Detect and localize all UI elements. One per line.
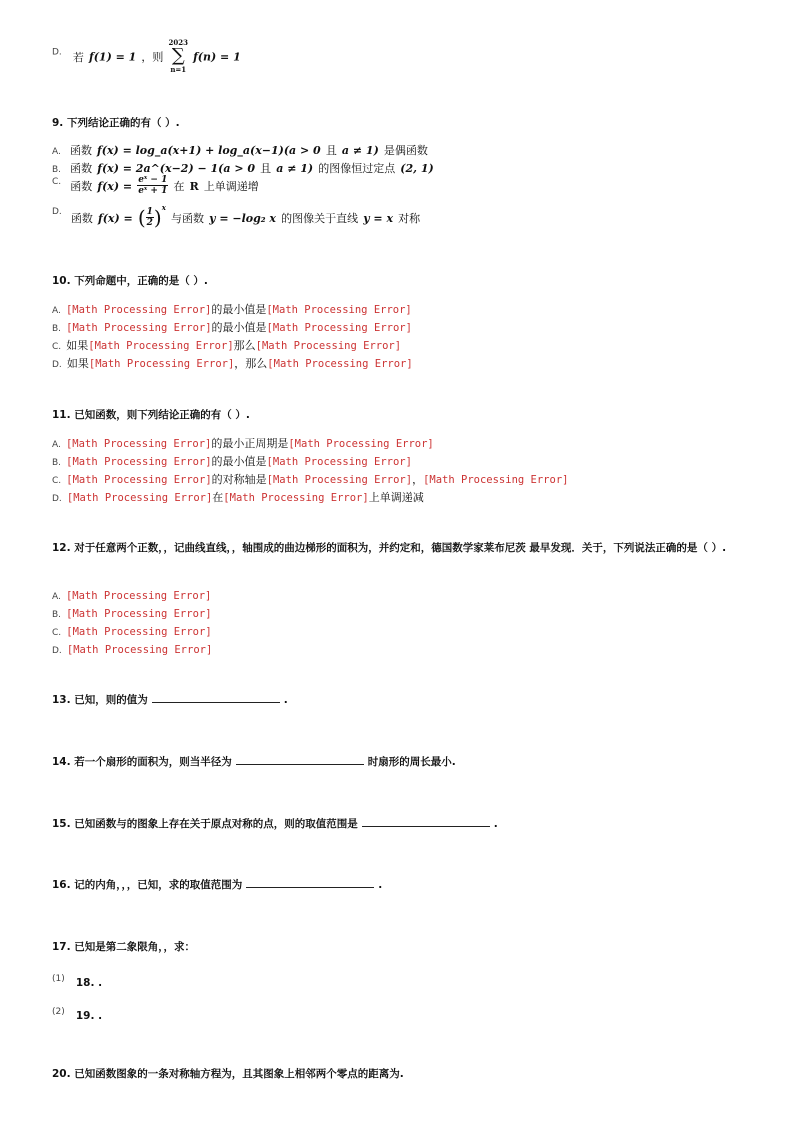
- question-text: .: [493, 818, 498, 830]
- question-15: [52, 816, 498, 831]
- part-label: (1): [52, 974, 65, 984]
- option-text: 的最小正周期是: [211, 437, 289, 450]
- option-text: 上单调递减: [368, 491, 424, 504]
- option-label: D.: [52, 646, 62, 656]
- math-error: [Math Processing Error]: [423, 474, 569, 486]
- option-text: 的图像恒过定点: [318, 162, 396, 175]
- math-expr: a ≠ 1): [341, 144, 379, 157]
- answer-blank[interactable]: [362, 817, 490, 827]
- q10-option-d: [52, 352, 413, 371]
- q9-option-b: [52, 157, 434, 176]
- q11-option-b: [52, 450, 412, 469]
- math-error: [Math Processing Error]: [66, 474, 212, 486]
- option-text: 的对称轴是: [211, 473, 267, 486]
- question-13: [52, 692, 288, 707]
- part-text: 19. .: [75, 1010, 103, 1022]
- math-expr: f(n) = 1: [193, 50, 241, 64]
- q11-option-a: [52, 432, 434, 451]
- question-9-stem: 9. 下列结论正确的有（ ）.: [52, 117, 180, 129]
- option-text: 的最小值是: [211, 455, 267, 468]
- option-text: 函数: [70, 180, 93, 193]
- option-text: 在: [212, 491, 224, 504]
- option-label: A.: [52, 440, 61, 450]
- question-16: [52, 877, 382, 892]
- option-label: B.: [52, 165, 62, 175]
- option-text: 且: [260, 162, 272, 175]
- q12-option-b: [52, 602, 212, 621]
- math-error: [Math Processing Error]: [66, 492, 213, 504]
- option-text: 函数: [69, 144, 92, 157]
- math-error: [Math Processing Error]: [223, 492, 369, 504]
- left-paren: (: [137, 205, 146, 230]
- math-error: [Math Processing Error]: [66, 608, 212, 620]
- question-text: .: [378, 879, 383, 891]
- option-label: B.: [52, 610, 62, 620]
- q9-option-c: [52, 175, 259, 196]
- question-14: [52, 754, 456, 769]
- q10-option-a: [52, 298, 412, 317]
- question-text: 时扇形的周长最小.: [367, 756, 456, 768]
- summation-symbol: 2023 ∑ n=1: [168, 38, 188, 74]
- option-text: 函数: [70, 162, 93, 175]
- question-text: 14. 若一个扇形的面积为，则当半径为: [52, 756, 232, 768]
- option-text: 与函数: [171, 212, 204, 225]
- math-expr: f(x) = 2a^(x−2) − 1(a > 0: [97, 162, 256, 175]
- part-text: 18. .: [75, 977, 103, 989]
- option-text: 在: [173, 180, 185, 193]
- math-error: [Math Processing Error]: [66, 322, 212, 334]
- question-text: 16. 记的内角，，，已知，求的取值范围为: [52, 879, 243, 891]
- question-11-stem: 11. 已知函数，则下列结论正确的有（ ）.: [52, 409, 250, 421]
- option-label: B.: [52, 458, 62, 468]
- option-label: C.: [52, 476, 62, 486]
- math-error: [Math Processing Error]: [266, 456, 412, 468]
- question-text: 15. 已知函数与的图象上存在关于原点对称的点，则的取值范围是: [52, 818, 358, 830]
- fraction: $\frac{\text{eˣ − 1}}{\text{eˣ + 1}}$: [138, 175, 168, 196]
- option-text: 若: [72, 50, 84, 64]
- option-label: B.: [52, 324, 62, 334]
- option-text: 的图像关于直线: [281, 212, 359, 225]
- option-label: C.: [52, 342, 62, 352]
- math-expr: f(x) =: [97, 212, 133, 225]
- answer-blank[interactable]: [246, 878, 374, 888]
- q9-option-d: [52, 203, 420, 230]
- question-20-stem: 20. 已知函数图象的一条对称轴方程为，且其图象上相邻两个零点的距离为.: [52, 1068, 404, 1080]
- option-label: D.: [52, 47, 62, 58]
- q12-option-d: [52, 638, 212, 657]
- option-text: 且: [325, 144, 337, 157]
- q11-option-c: [52, 468, 568, 487]
- math-expr: y = x: [363, 212, 394, 225]
- question-10-stem: 10. 下列命题中，正确的是（ ）.: [52, 275, 208, 287]
- option-text: 函数: [70, 212, 93, 225]
- option-label: C.: [52, 177, 62, 187]
- q9-option-a: [52, 139, 428, 158]
- math-error: [Math Processing Error]: [266, 474, 413, 486]
- option-text: 如果: [66, 339, 89, 352]
- option-text: 如果: [66, 357, 89, 370]
- q17-part-2: [52, 999, 103, 1022]
- option-text: ，则: [141, 50, 164, 64]
- option-label: D.: [52, 494, 62, 504]
- math-error: [Math Processing Error]: [266, 304, 412, 316]
- option-text: 那么: [233, 339, 256, 352]
- question-text: .: [283, 694, 288, 706]
- math-expr: f(1) = 1: [88, 50, 137, 64]
- math-error: [Math Processing Error]: [66, 626, 212, 638]
- question-17-stem: 17. 已知是第二象限角，，求：: [52, 941, 196, 953]
- option-text: 的最小值是: [211, 321, 267, 334]
- question-text: 13. 已知，则的值为: [52, 694, 148, 706]
- right-paren: ): [153, 205, 162, 230]
- q10-option-c: [52, 334, 401, 353]
- part-label: (2): [52, 1007, 65, 1017]
- q10-option-b: [52, 316, 412, 335]
- option-text: 对称: [398, 212, 421, 225]
- math-error: [Math Processing Error]: [66, 456, 212, 468]
- option-text: ，那么: [234, 357, 268, 370]
- question-12-stem: 12. 对于任意两个正数，，记曲线直线，，轴围成的曲边梯形的面积为，并约定和，德国数学家莱布尼茨 最早发现．关于，下列说法正确的是（ ）.: [52, 542, 727, 554]
- fraction: $\frac{1}{2}$: [146, 207, 153, 228]
- math-error: [Math Processing Error]: [288, 438, 434, 450]
- math-expr: f(x) = log_a(x+1) + log_a(x−1)(a > 0: [97, 144, 321, 157]
- option-label: D.: [52, 360, 62, 370]
- math-error: [Math Processing Error]: [88, 340, 234, 352]
- math-error: [Math Processing Error]: [255, 340, 402, 352]
- math-expr: (2, 1): [400, 162, 434, 175]
- math-expr: a ≠ 1): [276, 162, 314, 175]
- q17-part-1: [52, 966, 103, 989]
- option-label: A.: [52, 147, 61, 157]
- exponent: x: [161, 203, 166, 212]
- math-expr: f(x) =: [97, 180, 133, 193]
- math-error: [Math Processing Error]: [65, 438, 212, 450]
- math-error: [Math Processing Error]: [266, 322, 412, 334]
- q8-option-d: [52, 38, 241, 74]
- option-label: A.: [52, 592, 61, 602]
- math-expr: y = −log₂ x: [209, 212, 276, 225]
- option-label: A.: [52, 306, 61, 316]
- math-expr: R: [189, 180, 199, 193]
- option-text: ，: [412, 473, 424, 486]
- math-error: [Math Processing Error]: [267, 358, 413, 370]
- option-text: 上单调递增: [203, 180, 259, 193]
- answer-blank[interactable]: [152, 693, 280, 703]
- answer-blank[interactable]: [236, 755, 364, 765]
- math-error: [Math Processing Error]: [66, 644, 213, 656]
- q12-option-c: [52, 620, 212, 639]
- q11-option-d: [52, 486, 424, 505]
- option-label: D.: [52, 207, 62, 217]
- math-error: [Math Processing Error]: [88, 358, 235, 370]
- option-text: 的最小值是: [211, 303, 267, 316]
- option-label: C.: [52, 628, 62, 638]
- option-text: 是偶函数: [383, 144, 428, 157]
- math-error: [Math Processing Error]: [65, 304, 212, 316]
- math-error: [Math Processing Error]: [65, 590, 212, 602]
- q12-option-a: [52, 584, 211, 603]
